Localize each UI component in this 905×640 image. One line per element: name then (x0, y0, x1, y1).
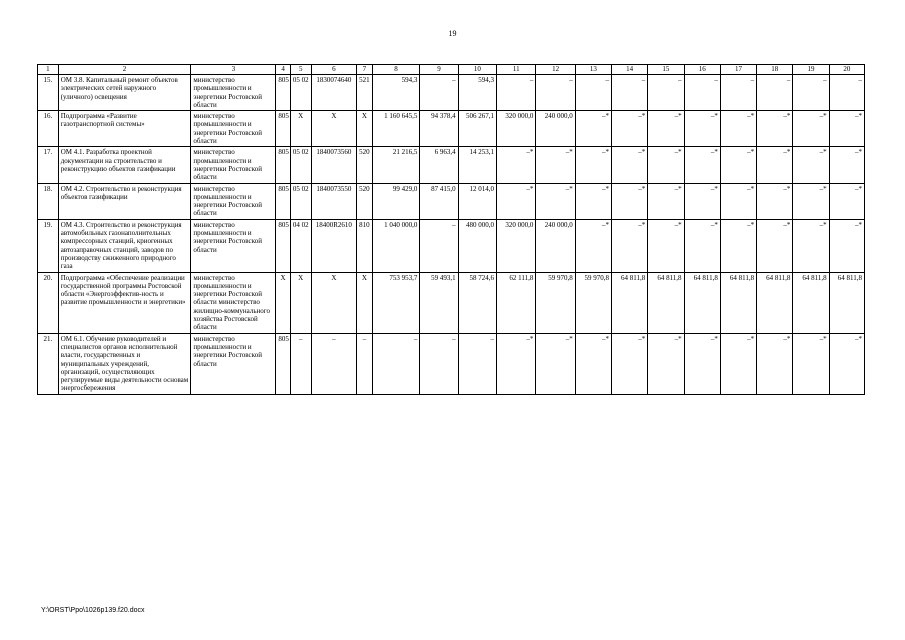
executor: министерство промышленности и энергетики Ростовской области (191, 219, 276, 272)
cell-c11: – (497, 75, 536, 111)
cell-c9: – (420, 219, 458, 272)
cell-c19: –* (793, 111, 829, 147)
cell-c5: Х (290, 272, 311, 333)
cell-c17: –* (720, 183, 756, 219)
cell-c15: 64 811,8 (648, 272, 684, 333)
cell-c11: –* (497, 333, 536, 394)
cell-c10: 14 253,1 (458, 147, 496, 183)
cell-c18: 64 811,8 (757, 272, 793, 333)
column-header: 9 (420, 65, 458, 75)
cell-c9: 94 378,4 (420, 111, 458, 147)
cell-c4: 805 (276, 219, 291, 272)
cell-c18: –* (757, 183, 793, 219)
column-header: 2 (58, 65, 191, 75)
row-number: 20. (38, 272, 59, 333)
cell-c20: –* (829, 333, 864, 394)
table-row (38, 75, 865, 111)
cell-c10: 594,3 (458, 75, 496, 111)
cell-c17: 64 811,8 (720, 272, 756, 333)
row-number: 21. (38, 333, 59, 394)
header-row (38, 65, 865, 75)
column-header: 15 (648, 65, 684, 75)
cell-c10: 12 014,0 (458, 183, 496, 219)
cell-c7: 520 (357, 183, 373, 219)
executor: министерство промышленности и энергетики Ростовской области (191, 333, 276, 394)
cell-c11: 62 111,8 (497, 272, 536, 333)
cell-c14: –* (612, 333, 648, 394)
cell-c17: –* (720, 333, 756, 394)
cell-c15: – (648, 75, 684, 111)
cell-c15: –* (648, 219, 684, 272)
footer-file-path: Y:\ORST\Ppo\1026p139.f20.docx (41, 607, 145, 614)
cell-c16: – (684, 75, 720, 111)
column-header: 12 (536, 65, 575, 75)
cell-c8: 594,3 (372, 75, 420, 111)
cell-c15: –* (648, 183, 684, 219)
item-name: ОМ 4.2. Строительство и реконструкция объектов газификации (58, 183, 191, 219)
cell-c6: 18400R2610 (311, 219, 357, 272)
cell-c11: 320 000,0 (497, 219, 536, 272)
row-number: 19. (38, 219, 59, 272)
cell-c14: –* (612, 111, 648, 147)
cell-c8: 21 216,5 (372, 147, 420, 183)
column-header: 14 (612, 65, 648, 75)
cell-c16: –* (684, 183, 720, 219)
executor: министерство промышленности и энергетики Ростовской области (191, 75, 276, 111)
cell-c5: – (290, 333, 311, 394)
cell-c5: 04 02 (290, 219, 311, 272)
table-row (38, 147, 865, 183)
table-row (38, 183, 865, 219)
cell-c7: – (357, 333, 373, 394)
cell-c14: 64 811,8 (612, 272, 648, 333)
cell-c6: Х (311, 272, 357, 333)
cell-c7: 521 (357, 75, 373, 111)
cell-c10: 480 000,0 (458, 219, 496, 272)
cell-c10: 506 267,1 (458, 111, 496, 147)
column-header: 17 (720, 65, 756, 75)
cell-c8: 1 040 000,0 (372, 219, 420, 272)
cell-c17: –* (720, 111, 756, 147)
cell-c15: –* (648, 147, 684, 183)
cell-c15: –* (648, 111, 684, 147)
cell-c18: –* (757, 333, 793, 394)
budget-table (37, 64, 865, 395)
item-name: ОМ 6.1. Обучение руководителей и специалистов органов исполнительной власти, государственных и муниципальных учреждений, организаций, осуществляющих регулируемые виды деятельности основам энергосбережения (58, 333, 191, 394)
cell-c6: 1830074640 (311, 75, 357, 111)
cell-c10: – (458, 333, 496, 394)
cell-c4: 805 (276, 75, 291, 111)
cell-c5: 05 02 (290, 75, 311, 111)
cell-c16: –* (684, 111, 720, 147)
cell-c18: –* (757, 219, 793, 272)
cell-c17: –* (720, 219, 756, 272)
cell-c4: Х (276, 272, 291, 333)
column-header: 3 (191, 65, 276, 75)
cell-c11: –* (497, 147, 536, 183)
cell-c14: –* (612, 183, 648, 219)
cell-c13: –* (575, 183, 611, 219)
cell-c5: 05 02 (290, 147, 311, 183)
cell-c7: 520 (357, 147, 373, 183)
cell-c20: – (829, 75, 864, 111)
column-header: 11 (497, 65, 536, 75)
cell-c20: 64 811,8 (829, 272, 864, 333)
cell-c18: –* (757, 111, 793, 147)
cell-c16: 64 811,8 (684, 272, 720, 333)
cell-c12: –* (536, 147, 575, 183)
row-number: 16. (38, 111, 59, 147)
cell-c16: –* (684, 219, 720, 272)
cell-c12: –* (536, 333, 575, 394)
table-body (38, 75, 865, 395)
cell-c9: 87 415,0 (420, 183, 458, 219)
cell-c9: – (420, 333, 458, 394)
table-row (38, 111, 865, 147)
executor: министерство промышленности и энергетики Ростовской области (191, 147, 276, 183)
column-header: 6 (311, 65, 357, 75)
column-header: 7 (357, 65, 373, 75)
cell-c17: – (720, 75, 756, 111)
row-number: 17. (38, 147, 59, 183)
cell-c9: – (420, 75, 458, 111)
cell-c14: –* (612, 219, 648, 272)
cell-c11: 320 000,0 (497, 111, 536, 147)
row-number: 18. (38, 183, 59, 219)
cell-c7: Х (357, 272, 373, 333)
table-row (38, 219, 865, 272)
item-name: ОМ 4.3. Строительство и реконструкция автомобильных газонаполнительных компрессорных станций, криогенных автозаправочных станций, заводов по производству сжиженного природного газа (58, 219, 191, 272)
cell-c8: 1 160 645,5 (372, 111, 420, 147)
cell-c7: 810 (357, 219, 373, 272)
cell-c16: –* (684, 147, 720, 183)
column-header: 19 (793, 65, 829, 75)
executor: министерство промышленности и энергетики Ростовской области министерство жилищно-коммунального хозяйства Ростовской области (191, 272, 276, 333)
cell-c4: 805 (276, 333, 291, 394)
column-header: 18 (757, 65, 793, 75)
cell-c13: –* (575, 111, 611, 147)
cell-c9: 6 963,4 (420, 147, 458, 183)
cell-c12: 240 000,0 (536, 111, 575, 147)
cell-c18: –* (757, 147, 793, 183)
cell-c19: – (793, 75, 829, 111)
executor: министерство промышленности и энергетики Ростовской области (191, 183, 276, 219)
cell-c4: 805 (276, 147, 291, 183)
cell-c7: Х (357, 111, 373, 147)
cell-c19: –* (793, 219, 829, 272)
cell-c9: 59 493,1 (420, 272, 458, 333)
column-header: 5 (290, 65, 311, 75)
item-name: Подпрограмма «Обеспечение реализации государственной программы Ростовской области «Энергоэффектив-ность и развитие промышленности и энергетики» (58, 272, 191, 333)
row-number: 15. (38, 75, 59, 111)
cell-c13: – (575, 75, 611, 111)
column-header: 1 (38, 65, 59, 75)
cell-c12: –* (536, 183, 575, 219)
cell-c14: –* (612, 147, 648, 183)
cell-c4: 805 (276, 183, 291, 219)
column-header: 20 (829, 65, 864, 75)
cell-c20: –* (829, 183, 864, 219)
cell-c8: – (372, 333, 420, 394)
column-header: 10 (458, 65, 496, 75)
executor: министерство промышленности и энергетики Ростовской области (191, 111, 276, 147)
column-header: 8 (372, 65, 420, 75)
cell-c6: 1840073560 (311, 147, 357, 183)
item-name: ОМ 3.8. Капитальный ремонт объектов электрических сетей наружного (уличного) освещения (58, 75, 191, 111)
cell-c8: 753 953,7 (372, 272, 420, 333)
column-header: 16 (684, 65, 720, 75)
cell-c6: Х (311, 111, 357, 147)
cell-c20: –* (829, 111, 864, 147)
column-header: 13 (575, 65, 611, 75)
cell-c5: Х (290, 111, 311, 147)
cell-c11: –* (497, 183, 536, 219)
cell-c19: –* (793, 183, 829, 219)
cell-c19: –* (793, 333, 829, 394)
column-header: 4 (276, 65, 291, 75)
cell-c10: 58 724,6 (458, 272, 496, 333)
cell-c20: –* (829, 147, 864, 183)
cell-c5: 05 02 (290, 183, 311, 219)
cell-c6: – (311, 333, 357, 394)
cell-c12: 240 000,0 (536, 219, 575, 272)
page-number: 19 (448, 29, 457, 38)
cell-c13: 59 970,8 (575, 272, 611, 333)
table-row (38, 333, 865, 394)
cell-c14: – (612, 75, 648, 111)
table-row (38, 272, 865, 333)
cell-c19: –* (793, 147, 829, 183)
cell-c15: –* (648, 333, 684, 394)
cell-c17: –* (720, 147, 756, 183)
item-name: Подпрограмма «Развитие газотранспортной системы» (58, 111, 191, 147)
cell-c6: 1840073550 (311, 183, 357, 219)
cell-c19: 64 811,8 (793, 272, 829, 333)
cell-c18: – (757, 75, 793, 111)
cell-c16: –* (684, 333, 720, 394)
cell-c13: –* (575, 147, 611, 183)
item-name: ОМ 4.1. Разработка проектной документации на строительство и реконструкцию объектов газификации (58, 147, 191, 183)
cell-c13: –* (575, 219, 611, 272)
cell-c12: 59 970,8 (536, 272, 575, 333)
cell-c12: – (536, 75, 575, 111)
cell-c8: 99 429,0 (372, 183, 420, 219)
cell-c13: –* (575, 333, 611, 394)
cell-c20: –* (829, 219, 864, 272)
cell-c4: 805 (276, 111, 291, 147)
